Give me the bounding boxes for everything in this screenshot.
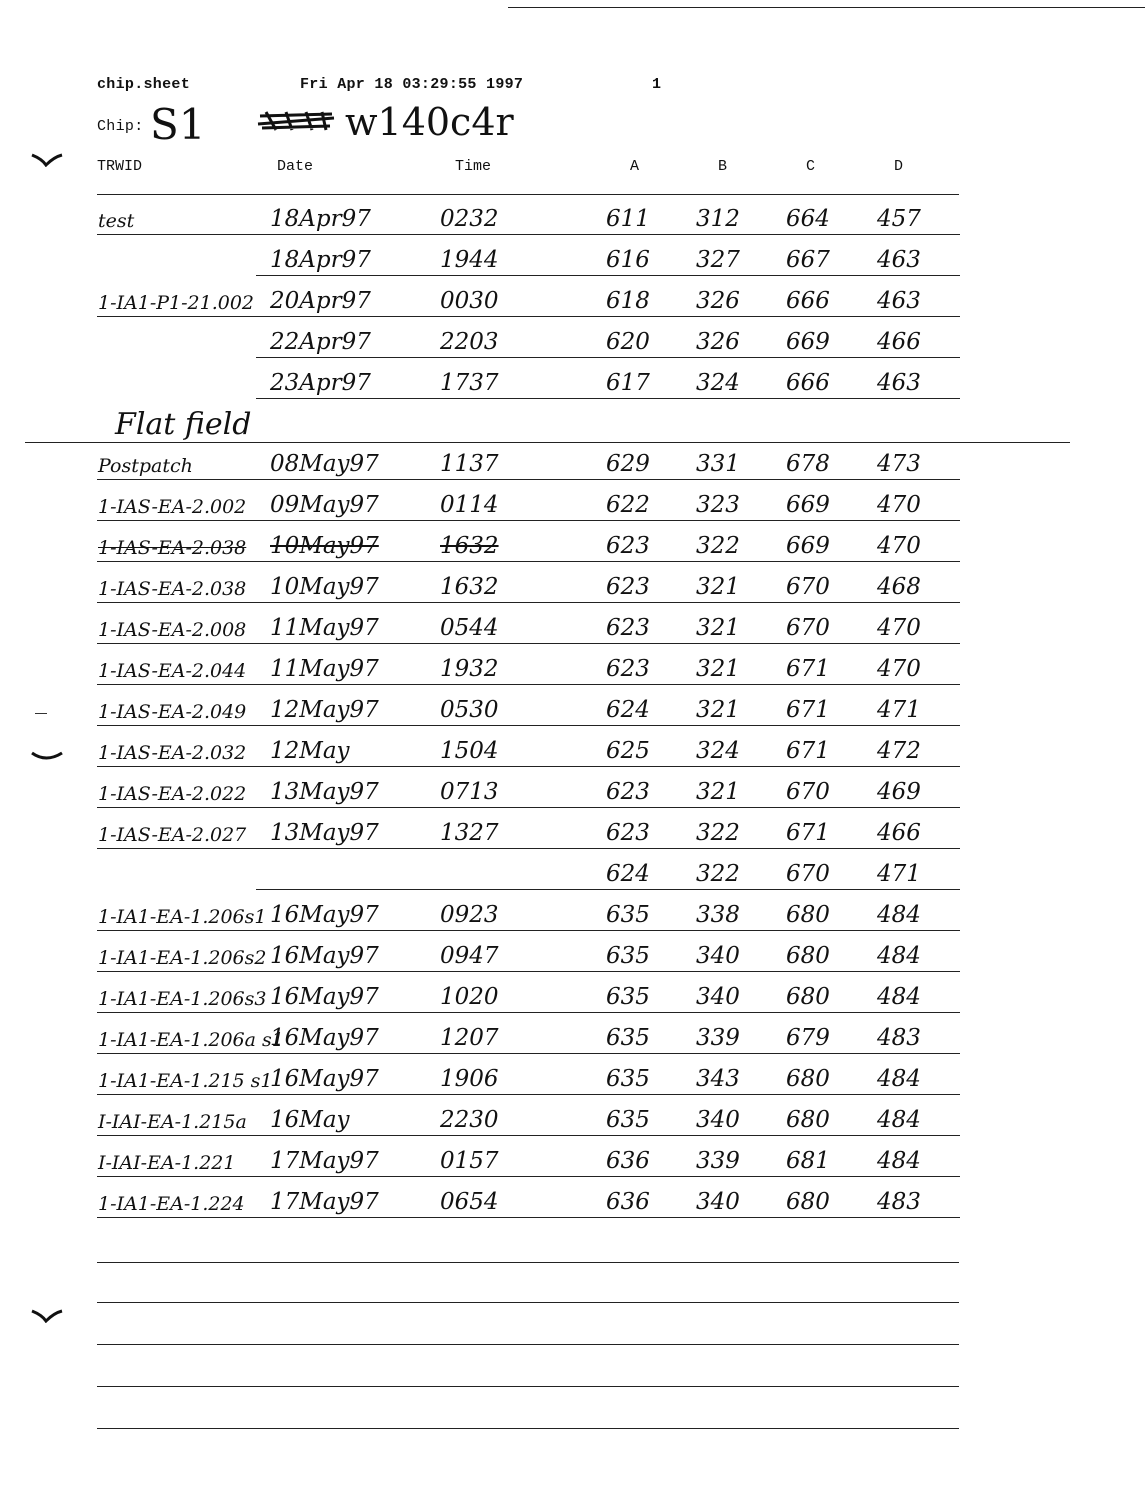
date-cell: 16May97 bbox=[270, 984, 379, 1010]
d-cell: 463 bbox=[877, 247, 921, 273]
chip-label: Chip: bbox=[97, 118, 144, 135]
b-cell: 323 bbox=[696, 492, 740, 518]
a-cell: 622 bbox=[606, 492, 650, 518]
trwid-cell: 1-IA1-P1-21.002 bbox=[98, 292, 255, 314]
c-cell: 678 bbox=[786, 451, 830, 477]
d-cell: 484 bbox=[877, 1066, 921, 1092]
time-cell: 0530 bbox=[440, 697, 499, 723]
table-row bbox=[0, 1024, 1145, 1054]
c-cell: 670 bbox=[786, 779, 830, 805]
b-cell: 324 bbox=[696, 738, 740, 764]
date-cell: 23Apr97 bbox=[270, 370, 371, 396]
b-cell: 322 bbox=[696, 820, 740, 846]
b-cell: 338 bbox=[696, 902, 740, 928]
trwid-cell: 1-IAS-EA-2.027 bbox=[98, 824, 247, 846]
a-cell: 635 bbox=[606, 943, 650, 969]
row-rule bbox=[97, 930, 960, 931]
date-cell: 18Apr97 bbox=[270, 247, 371, 273]
chip-value: S1 bbox=[150, 100, 206, 149]
row-rule bbox=[256, 275, 960, 276]
time-cell: 1327 bbox=[440, 820, 499, 846]
b-cell: 322 bbox=[696, 861, 740, 887]
trwid-cell: 1-IAS-EA-2.022 bbox=[98, 783, 247, 805]
b-cell: 339 bbox=[696, 1148, 740, 1174]
c-cell: 680 bbox=[786, 1189, 830, 1215]
page-number: 1 bbox=[652, 76, 662, 93]
blank-rule bbox=[97, 1344, 959, 1345]
date-cell: 10May97 bbox=[270, 533, 379, 559]
row-rule bbox=[97, 1217, 960, 1218]
c-cell: 671 bbox=[786, 738, 830, 764]
date-cell: 16May97 bbox=[270, 1066, 379, 1092]
row-rule bbox=[256, 357, 960, 358]
col-header-a: A bbox=[630, 158, 640, 175]
trwid-cell: 1-IA1-EA-1.206a s1 bbox=[98, 1029, 284, 1051]
date-cell: 09May97 bbox=[270, 492, 379, 518]
table-row bbox=[0, 532, 1145, 562]
b-cell: 326 bbox=[696, 288, 740, 314]
d-cell: 484 bbox=[877, 1148, 921, 1174]
b-cell: 321 bbox=[696, 656, 740, 682]
b-cell: 343 bbox=[696, 1066, 740, 1092]
c-cell: 669 bbox=[786, 533, 830, 559]
date-cell: 22Apr97 bbox=[270, 329, 371, 355]
c-cell: 671 bbox=[786, 697, 830, 723]
time-cell: 1632 bbox=[440, 533, 499, 559]
a-cell: 635 bbox=[606, 1107, 650, 1133]
date-cell: 11May97 bbox=[270, 656, 379, 682]
c-cell: 667 bbox=[786, 247, 830, 273]
trwid-cell: 1-IAS-EA-2.044 bbox=[98, 660, 247, 682]
date-cell: 11May97 bbox=[270, 615, 379, 641]
b-cell: 321 bbox=[696, 615, 740, 641]
date-cell: 13May97 bbox=[270, 779, 379, 805]
b-cell: 340 bbox=[696, 1107, 740, 1133]
row-rule bbox=[97, 1012, 960, 1013]
c-cell: 669 bbox=[786, 492, 830, 518]
time-cell: 2230 bbox=[440, 1107, 499, 1133]
time-cell: 1737 bbox=[440, 370, 499, 396]
time-cell: 1632 bbox=[440, 574, 499, 600]
row-rule bbox=[97, 520, 960, 521]
col-header-c: C bbox=[806, 158, 816, 175]
a-cell: 623 bbox=[606, 615, 650, 641]
a-cell: 623 bbox=[606, 574, 650, 600]
table-row bbox=[0, 246, 1145, 276]
blank-rule bbox=[97, 1302, 959, 1303]
a-cell: 611 bbox=[606, 206, 650, 232]
table-row bbox=[0, 942, 1145, 972]
col-header-b: B bbox=[718, 158, 728, 175]
blank-rule bbox=[97, 1262, 959, 1263]
table-row bbox=[0, 1147, 1145, 1177]
check-mark-icon bbox=[30, 152, 64, 166]
date-cell: 17May97 bbox=[270, 1189, 379, 1215]
trwid-cell: 1-IAS-EA-2.032 bbox=[98, 742, 247, 764]
row-rule bbox=[97, 971, 960, 972]
trwid-cell: 1-IAS-EA-2.038 bbox=[98, 537, 247, 559]
time-cell: 0923 bbox=[440, 902, 499, 928]
d-cell: 466 bbox=[877, 820, 921, 846]
table-row bbox=[0, 450, 1145, 480]
c-cell: 669 bbox=[786, 329, 830, 355]
time-cell: 0544 bbox=[440, 615, 499, 641]
c-cell: 670 bbox=[786, 574, 830, 600]
table-row bbox=[0, 696, 1145, 726]
a-cell: 635 bbox=[606, 1066, 650, 1092]
trwid-cell: 1-IAS-EA-2.008 bbox=[98, 619, 247, 641]
blank-rule bbox=[97, 1386, 959, 1387]
d-cell: 463 bbox=[877, 370, 921, 396]
b-cell: 339 bbox=[696, 1025, 740, 1051]
b-cell: 321 bbox=[696, 574, 740, 600]
b-cell: 322 bbox=[696, 533, 740, 559]
top-border-line bbox=[508, 7, 1145, 8]
date-cell: 16May97 bbox=[270, 902, 379, 928]
c-cell: 664 bbox=[786, 206, 830, 232]
table-row bbox=[0, 778, 1145, 808]
c-cell: 680 bbox=[786, 1066, 830, 1092]
trwid-cell: I-IAI-EA-1.215a bbox=[98, 1111, 247, 1133]
c-cell: 679 bbox=[786, 1025, 830, 1051]
d-cell: 470 bbox=[877, 615, 921, 641]
row-rule bbox=[97, 1094, 960, 1095]
b-cell: 340 bbox=[696, 1189, 740, 1215]
c-cell: 670 bbox=[786, 615, 830, 641]
table-row bbox=[0, 901, 1145, 931]
date-cell: 17May97 bbox=[270, 1148, 379, 1174]
table-row bbox=[0, 737, 1145, 767]
a-cell: 618 bbox=[606, 288, 650, 314]
d-cell: 468 bbox=[877, 574, 921, 600]
trwid-cell: 1-IA1-EA-1.215 s1 bbox=[98, 1070, 273, 1092]
b-cell: 312 bbox=[696, 206, 740, 232]
time-cell: 1020 bbox=[440, 984, 499, 1010]
c-cell: 666 bbox=[786, 288, 830, 314]
d-cell: 463 bbox=[877, 288, 921, 314]
a-cell: 625 bbox=[606, 738, 650, 764]
a-cell: 617 bbox=[606, 370, 650, 396]
a-cell: 623 bbox=[606, 533, 650, 559]
trwid-cell: 1-IA1-EA-1.206s2 bbox=[98, 947, 267, 969]
header-rule bbox=[97, 194, 959, 195]
table-row bbox=[0, 1106, 1145, 1136]
a-cell: 623 bbox=[606, 820, 650, 846]
date-cell: 12May97 bbox=[270, 697, 379, 723]
row-rule bbox=[97, 848, 960, 849]
a-cell: 629 bbox=[606, 451, 650, 477]
table-row bbox=[0, 287, 1145, 317]
row-rule bbox=[97, 1135, 960, 1136]
d-cell: 470 bbox=[877, 533, 921, 559]
time-cell: 1906 bbox=[440, 1066, 499, 1092]
table-row bbox=[0, 1188, 1145, 1218]
col-header-time: Time bbox=[455, 158, 492, 175]
trwid-cell: Postpatch bbox=[98, 455, 193, 477]
date-cell: 12May bbox=[270, 738, 350, 764]
date-cell: 13May97 bbox=[270, 820, 379, 846]
a-cell: 635 bbox=[606, 902, 650, 928]
scribbled-out-text bbox=[256, 110, 336, 132]
a-cell: 636 bbox=[606, 1189, 650, 1215]
time-cell: 2203 bbox=[440, 329, 499, 355]
a-cell: 635 bbox=[606, 1025, 650, 1051]
d-cell: 484 bbox=[877, 984, 921, 1010]
trwid-cell: 1-IAS-EA-2.049 bbox=[98, 701, 247, 723]
table-row bbox=[0, 369, 1145, 399]
d-cell: 473 bbox=[877, 451, 921, 477]
trwid-cell: test bbox=[98, 210, 135, 232]
d-cell: 470 bbox=[877, 492, 921, 518]
time-cell: 0654 bbox=[440, 1189, 499, 1215]
time-cell: 0030 bbox=[440, 288, 499, 314]
row-rule bbox=[256, 889, 960, 890]
b-cell: 321 bbox=[696, 779, 740, 805]
row-rule bbox=[97, 766, 960, 767]
time-cell: 1137 bbox=[440, 451, 499, 477]
b-cell: 326 bbox=[696, 329, 740, 355]
row-rule bbox=[97, 807, 960, 808]
date-cell: 16May bbox=[270, 1107, 350, 1133]
d-cell: 484 bbox=[877, 902, 921, 928]
table-row bbox=[0, 614, 1145, 644]
date-cell: 08May97 bbox=[270, 451, 379, 477]
c-cell: 680 bbox=[786, 943, 830, 969]
trwid-cell: 1-IA1-EA-1.206s3 bbox=[98, 988, 267, 1010]
chip-note: w140c4r bbox=[345, 100, 514, 144]
table-row bbox=[0, 983, 1145, 1013]
a-cell: 620 bbox=[606, 329, 650, 355]
b-cell: 340 bbox=[696, 984, 740, 1010]
time-cell: 0713 bbox=[440, 779, 499, 805]
date-cell: 16May97 bbox=[270, 943, 379, 969]
time-cell: 0114 bbox=[440, 492, 499, 518]
section-label: Flat field bbox=[115, 407, 252, 442]
table-row bbox=[0, 655, 1145, 685]
row-rule bbox=[97, 234, 960, 235]
d-cell: 470 bbox=[877, 656, 921, 682]
time-cell: 0947 bbox=[440, 943, 499, 969]
col-header-trwid: TRWID bbox=[97, 158, 143, 175]
trwid-cell: 1-IAS-EA-2.002 bbox=[98, 496, 247, 518]
trwid-cell: 1-IA1-EA-1.224 bbox=[98, 1193, 245, 1215]
row-rule bbox=[97, 561, 960, 562]
blank-rule bbox=[97, 1428, 959, 1429]
table-row bbox=[0, 328, 1145, 358]
trwid-cell: I-IAI-EA-1.221 bbox=[98, 1152, 236, 1174]
d-cell: 471 bbox=[877, 697, 921, 723]
c-cell: 671 bbox=[786, 820, 830, 846]
a-cell: 623 bbox=[606, 779, 650, 805]
time-cell: 1207 bbox=[440, 1025, 499, 1051]
row-rule bbox=[97, 602, 960, 603]
b-cell: 324 bbox=[696, 370, 740, 396]
a-cell: 636 bbox=[606, 1148, 650, 1174]
b-cell: 321 bbox=[696, 697, 740, 723]
table-row bbox=[0, 205, 1145, 235]
table-row bbox=[0, 573, 1145, 603]
d-cell: 457 bbox=[877, 206, 921, 232]
time-cell: 0157 bbox=[440, 1148, 499, 1174]
a-cell: 623 bbox=[606, 656, 650, 682]
d-cell: 484 bbox=[877, 1107, 921, 1133]
time-cell: 1932 bbox=[440, 656, 499, 682]
b-cell: 340 bbox=[696, 943, 740, 969]
trwid-cell: 1-IA1-EA-1.206s1 bbox=[98, 906, 267, 928]
time-cell: 1504 bbox=[440, 738, 499, 764]
a-cell: 616 bbox=[606, 247, 650, 273]
row-rule bbox=[97, 1176, 960, 1177]
date-cell: 10May97 bbox=[270, 574, 379, 600]
c-cell: 680 bbox=[786, 1107, 830, 1133]
b-cell: 327 bbox=[696, 247, 740, 273]
section-rule bbox=[25, 442, 1070, 443]
d-cell: 471 bbox=[877, 861, 921, 887]
trwid-cell: 1-IAS-EA-2.038 bbox=[98, 578, 247, 600]
table-row bbox=[0, 1065, 1145, 1095]
table-row bbox=[0, 819, 1145, 849]
col-header-date: Date bbox=[277, 158, 314, 175]
row-rule bbox=[97, 643, 960, 644]
b-cell: 331 bbox=[696, 451, 740, 477]
col-header-d: D bbox=[894, 158, 904, 175]
d-cell: 466 bbox=[877, 329, 921, 355]
d-cell: 484 bbox=[877, 943, 921, 969]
c-cell: 666 bbox=[786, 370, 830, 396]
table-row bbox=[0, 860, 1145, 890]
timestamp: Fri Apr 18 03:29:55 1997 bbox=[300, 76, 524, 93]
d-cell: 469 bbox=[877, 779, 921, 805]
c-cell: 671 bbox=[786, 656, 830, 682]
row-rule bbox=[97, 1053, 960, 1054]
c-cell: 681 bbox=[786, 1148, 830, 1174]
row-rule bbox=[97, 725, 960, 726]
c-cell: 670 bbox=[786, 861, 830, 887]
date-cell: 20Apr97 bbox=[270, 288, 371, 314]
d-cell: 483 bbox=[877, 1189, 921, 1215]
a-cell: 624 bbox=[606, 861, 650, 887]
table-row bbox=[0, 491, 1145, 521]
time-cell: 1944 bbox=[440, 247, 499, 273]
d-cell: 483 bbox=[877, 1025, 921, 1051]
date-cell: 18Apr97 bbox=[270, 206, 371, 232]
row-rule bbox=[256, 398, 960, 399]
row-rule bbox=[97, 684, 960, 685]
a-cell: 624 bbox=[606, 697, 650, 723]
check-mark-icon bbox=[30, 1308, 64, 1322]
c-cell: 680 bbox=[786, 984, 830, 1010]
d-cell: 472 bbox=[877, 738, 921, 764]
row-rule bbox=[97, 479, 960, 480]
file-name: chip.sheet bbox=[97, 76, 191, 93]
row-rule bbox=[97, 316, 960, 317]
a-cell: 635 bbox=[606, 984, 650, 1010]
c-cell: 680 bbox=[786, 902, 830, 928]
time-cell: 0232 bbox=[440, 206, 499, 232]
date-cell: 16May97 bbox=[270, 1025, 379, 1051]
